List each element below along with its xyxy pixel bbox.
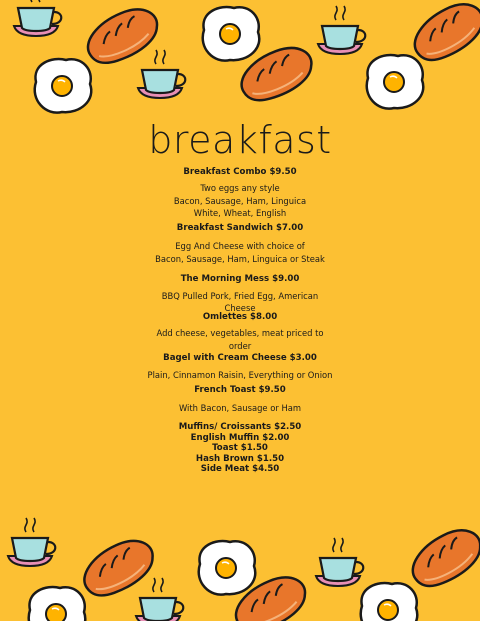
item-title: Breakfast Sandwich $7.00 (176, 223, 304, 233)
extra-item: Muffins/ Croissants $2.50 (178, 422, 302, 432)
extra-item: English Muffin $2.00 (190, 432, 290, 443)
menu-extras (0, 422, 480, 475)
item-desc-line: order (228, 340, 252, 351)
item-desc-line: Bacon, Sausage, Ham, Linguica or Steak (155, 253, 325, 264)
menu-title: breakfast (148, 118, 332, 162)
menu-item-breakfast-combo (0, 167, 480, 220)
menu-item-bagel (0, 353, 480, 382)
extra-item: Hash Brown $1.50 (195, 453, 285, 464)
menu-item-french-toast (0, 385, 480, 415)
item-title: The Morning Mess $9.00 (180, 274, 300, 284)
item-title: Bagel with Cream Cheese $3.00 (163, 353, 317, 363)
item-title: Omlettes $8.00 (202, 312, 278, 322)
menu-item-morning-mess (0, 274, 480, 313)
item-desc-line: Two eggs any style (200, 183, 280, 193)
item-desc-line: BBQ Pulled Pork, Fried Egg, American (161, 291, 319, 301)
extra-item: Toast $1.50 (212, 443, 268, 453)
item-desc-line: Cheese (224, 302, 256, 313)
menu-item-omlettes (0, 312, 480, 352)
item-desc-line: White, Wheat, English (193, 208, 287, 219)
item-desc-line: Add cheese, vegetables, meat priced to (156, 328, 324, 338)
item-desc-line: Bacon, Sausage, Ham, Linguica (173, 195, 307, 206)
item-desc-line: Egg And Cheese with choice of (175, 241, 305, 251)
item-desc-line: Plain, Cinnamon Raisin, Everything or Onion (147, 370, 333, 380)
item-desc-line: With Bacon, Sausage or Ham (178, 403, 302, 413)
menu-item-breakfast-sandwich (0, 223, 480, 265)
item-title: French Toast $9.50 (194, 385, 286, 395)
item-title: Breakfast Combo $9.50 (183, 167, 297, 177)
extra-item: Side Meat $4.50 (200, 464, 280, 474)
